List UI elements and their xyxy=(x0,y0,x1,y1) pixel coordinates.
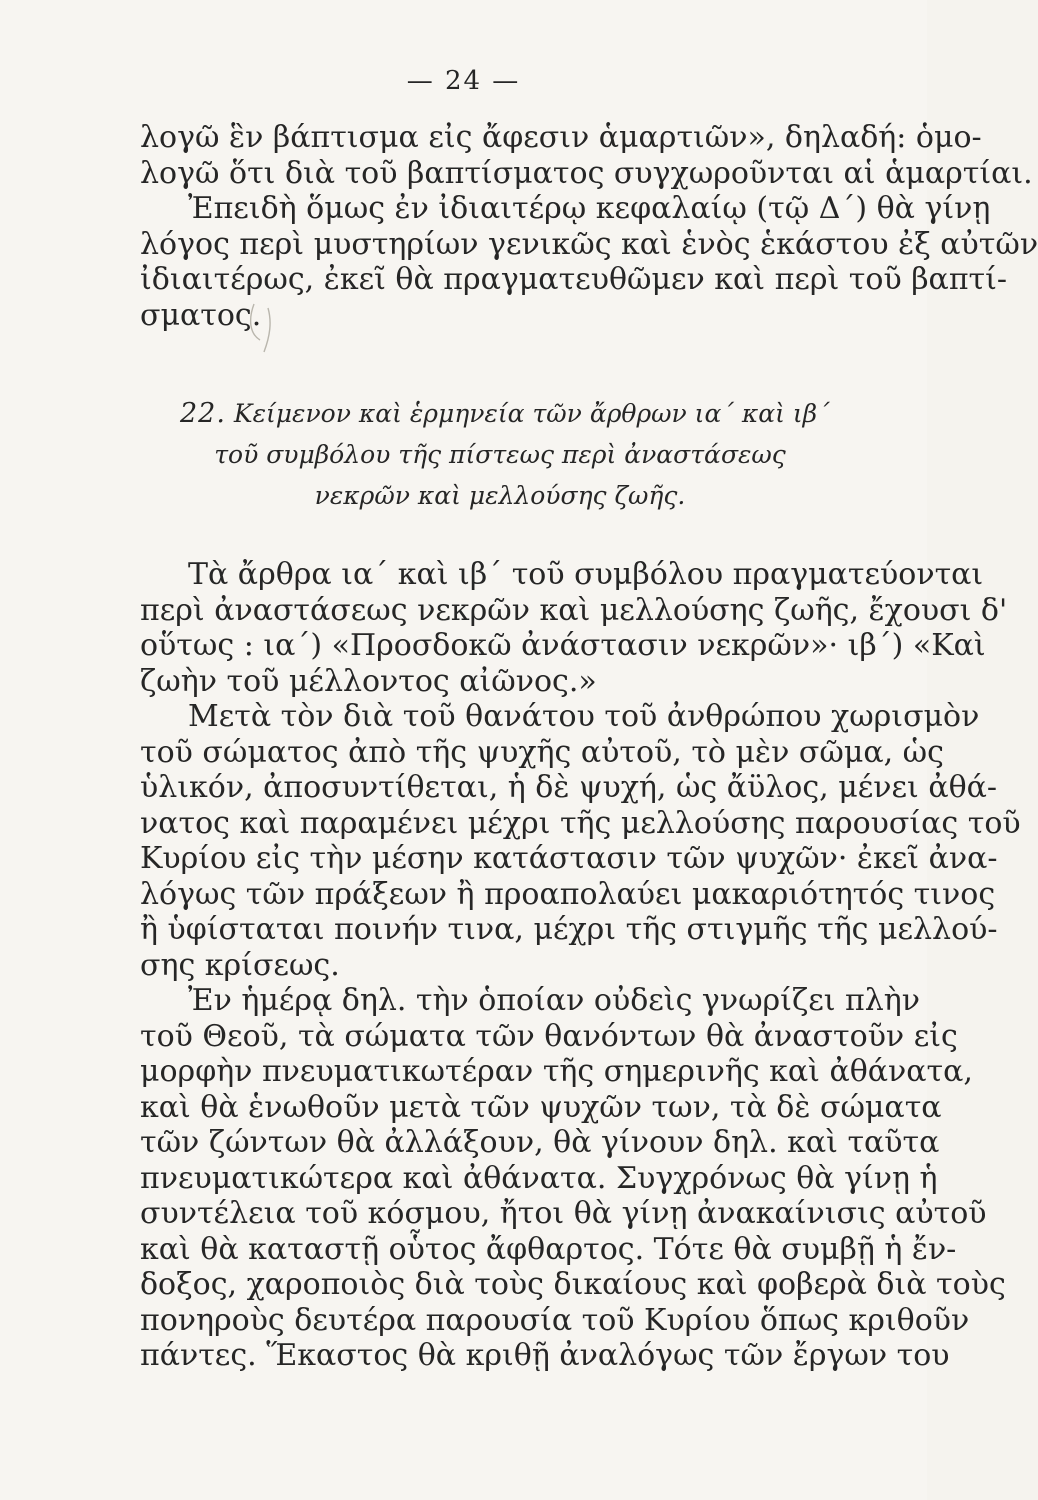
text-line: λογῶ ὅτι διὰ τοῦ βαπτίσματος συγχωροῦνται αἱ ἁμαρτίαι. xyxy=(140,155,1033,191)
section-title-line: Κείμενον καὶ ἑρμηνεία τῶν ἄρθρων ια΄ καὶ ιβ΄ xyxy=(233,399,830,428)
text-line: καὶ θὰ ἑνωθοῦν μετὰ τῶν ψυχῶν των, τὰ δὲ σώματα xyxy=(140,1089,942,1125)
text-line: σματος. xyxy=(140,297,262,333)
text-line: ἢ ὑφίσταται ποινήν τινα, μέχρι τῆς στιγμῆς τῆς μελλού- xyxy=(140,912,998,947)
text-line: Μετὰ τὸν διὰ τοῦ θανάτου τοῦ ἀνθρώπου χωρισμὸν xyxy=(188,699,980,734)
section-heading xyxy=(180,393,830,516)
section-title-line: τοῦ συμβόλου τῆς πίστεως περὶ ἀναστάσεως xyxy=(214,440,786,469)
text-line: δοξος, χαροποιὸς διὰ τοὺς δικαίους καὶ φοβερὰ διὰ τοὺς xyxy=(140,1267,1006,1302)
text-line: μορφὴν πνευματικωτέραν τῆς σημερινῆς καὶ ἀθάνατα, xyxy=(140,1054,973,1089)
section-title-line: νεκρῶν καὶ μελλούσης ζωῆς. xyxy=(314,481,686,510)
text-line: Κυρίου εἰς τὴν μέσην κατάστασιν τῶν ψυχῶν· ἐκεῖ ἀνα- xyxy=(140,841,998,876)
body-text xyxy=(140,557,1021,1374)
text-line: οὕτως : ια΄) «Προσδοκῶ ἀνάστασιν νεκρῶν»· ιβ΄) «Καὶ xyxy=(140,628,986,663)
text-line: πνευματικώτερα καὶ ἀθάνατα. Συγχρόνως θὰ γίνῃ ἡ xyxy=(140,1160,938,1196)
text-line: πονηροὺς δευτέρα παρουσία τοῦ Κυρίου ὅπως κριθοῦν xyxy=(140,1302,970,1338)
text-line: τοῦ σώματος ἀπὸ τῆς ψυχῆς αὐτοῦ, τὸ μὲν σῶμα, ὡς xyxy=(140,734,944,770)
text-line: σης κρίσεως. xyxy=(140,947,340,983)
text-line: συντέλεια τοῦ κόσμου, ἤτοι θὰ γίνῃ ἀνακαίνισις αὐτοῦ xyxy=(140,1196,987,1231)
text-line: λογῶ ἓν βάπτισμα εἰς ἄφεσιν ἁμαρτιῶν», δηλαδή: ὁμο- xyxy=(140,120,982,155)
pencil-mark xyxy=(246,300,286,360)
text-line: καὶ θὰ καταστῇ οὗτος ἄφθαρτος. Τότε θὰ συμβῇ ἡ ἔν- xyxy=(140,1231,957,1267)
text-line: ἰδιαιτέρως, ἐκεῖ θὰ πραγματευθῶμεν καὶ περὶ τοῦ βαπτί- xyxy=(140,262,1008,297)
page-number: — 24 — xyxy=(406,66,521,96)
text-line: λόγος περὶ μυστηρίων γενικῶς καὶ ἑνὸς ἑκάστου ἐξ αὐτῶν xyxy=(140,226,1038,262)
text-line: Ἐν ἡμέρᾳ δηλ. τὴν ὁποίαν οὐδεὶς γνωρίζει πλὴν xyxy=(188,983,920,1018)
text-line: Τὰ ἄρθρα ια΄ καὶ ιβ΄ τοῦ συμβόλου πραγματεύονται xyxy=(188,557,984,592)
text-line: τοῦ Θεοῦ, τὰ σώματα τῶν θανόντων θὰ ἀναστοῦν εἰς xyxy=(140,1018,958,1054)
section-number: 22. xyxy=(180,398,226,429)
text-line: τῶν ζώντων θὰ ἀλλάξουν, θὰ γίνουν δηλ. καὶ ταῦτα xyxy=(140,1125,940,1160)
text-line: ζωὴν τοῦ μέλλοντος αἰῶνος.» xyxy=(140,663,597,699)
text-line: πάντες. Ἕκαστος θὰ κριθῇ ἀναλόγως τῶν ἔργων του xyxy=(140,1338,950,1373)
text-line: λόγως τῶν πράξεων ἢ προαπολαύει μακαριότητός τινος xyxy=(140,876,996,912)
text-line: Ἐπειδὴ ὅμως ἐν ἰδιαιτέρῳ κεφαλαίῳ (τῷ Δ΄) θὰ γίνῃ xyxy=(188,191,991,226)
text-line: ὑλικόν, ἀποσυντίθεται, ἡ δὲ ψυχή, ὡς ἄϋλος, μένει ἀθά- xyxy=(140,770,998,805)
text-line: περὶ ἀναστάσεως νεκρῶν καὶ μελλούσης ζωῆς, ἔχουσι δ' xyxy=(140,592,1008,628)
text-line: νατος καὶ παραμένει μέχρι τῆς μελλούσης παρουσίας τοῦ xyxy=(140,805,1021,841)
